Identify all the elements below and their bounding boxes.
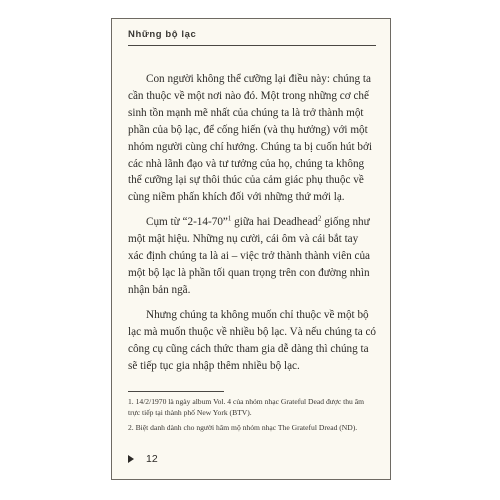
footnote-ref-2: 2	[317, 214, 322, 223]
paragraph-2	[128, 214, 376, 299]
header-divider	[128, 45, 376, 46]
body-text	[128, 71, 376, 382]
paragraph-2-end: giống như một mật hiệu. Những nụ cười, cái ôm và cái bắt tay xác định chúng ta là ai – việc trở thành thành viên của một bộ lạc là phần tối quan trọng trên con đường nhìn nhận bản ngã.	[128, 216, 371, 296]
paragraph-3: Nhưng chúng ta không muốn chỉ thuộc về một bộ lạc mà muốn thuộc về nhiều bộ lạc. Và nếu chúng ta có công cụ cũng cách thức tham gia dễ dàng thì chúng ta sẽ tiếp tục gia nhập thêm nhiều bộ lạc.	[128, 308, 377, 372]
footnote-2: 2. Biệt danh dành cho người hâm mộ nhóm nhạc The Grateful Dread (ND).	[128, 423, 358, 432]
paragraph-2-middle: giữa hai Deadhead	[231, 216, 318, 229]
page-footer	[128, 453, 158, 465]
footnote-1: 1. 14/2/1970 là ngày album Vol. 4 của nhóm nhạc Grateful Dead được thu âm trực tiếp tại thành phố New York (BTV).	[128, 397, 365, 417]
book-page	[111, 18, 391, 480]
running-header: Những bộ lạc	[128, 29, 197, 40]
footnote-ref-1: 1	[227, 214, 232, 223]
footnotes	[128, 396, 376, 437]
paragraph-2-start: Cụm từ “2-14-70”	[146, 216, 228, 229]
footnote-divider	[128, 391, 224, 392]
paragraph-1: Con người không thể cưỡng lại điều này: chúng ta cần thuộc về một nơi nào đó. Một trong những cơ chế sinh tồn mạnh mẽ nhất của chúng ta là trở thành một phần của bộ lạc, để cống hiến (và thụ hưởng) với một nhóm người cùng chí hướng. Chúng ta bị cuốn hút bởi các nhà lãnh đạo và tư tưởng của họ, chúng ta không thể cưỡng lại sự thôi thúc của cảm giác phụ thuộc về cùng niềm phấn khích đối với những thứ mới lạ.	[128, 73, 372, 204]
triangle-marker-icon	[128, 455, 134, 463]
page-number: 12	[146, 453, 158, 465]
